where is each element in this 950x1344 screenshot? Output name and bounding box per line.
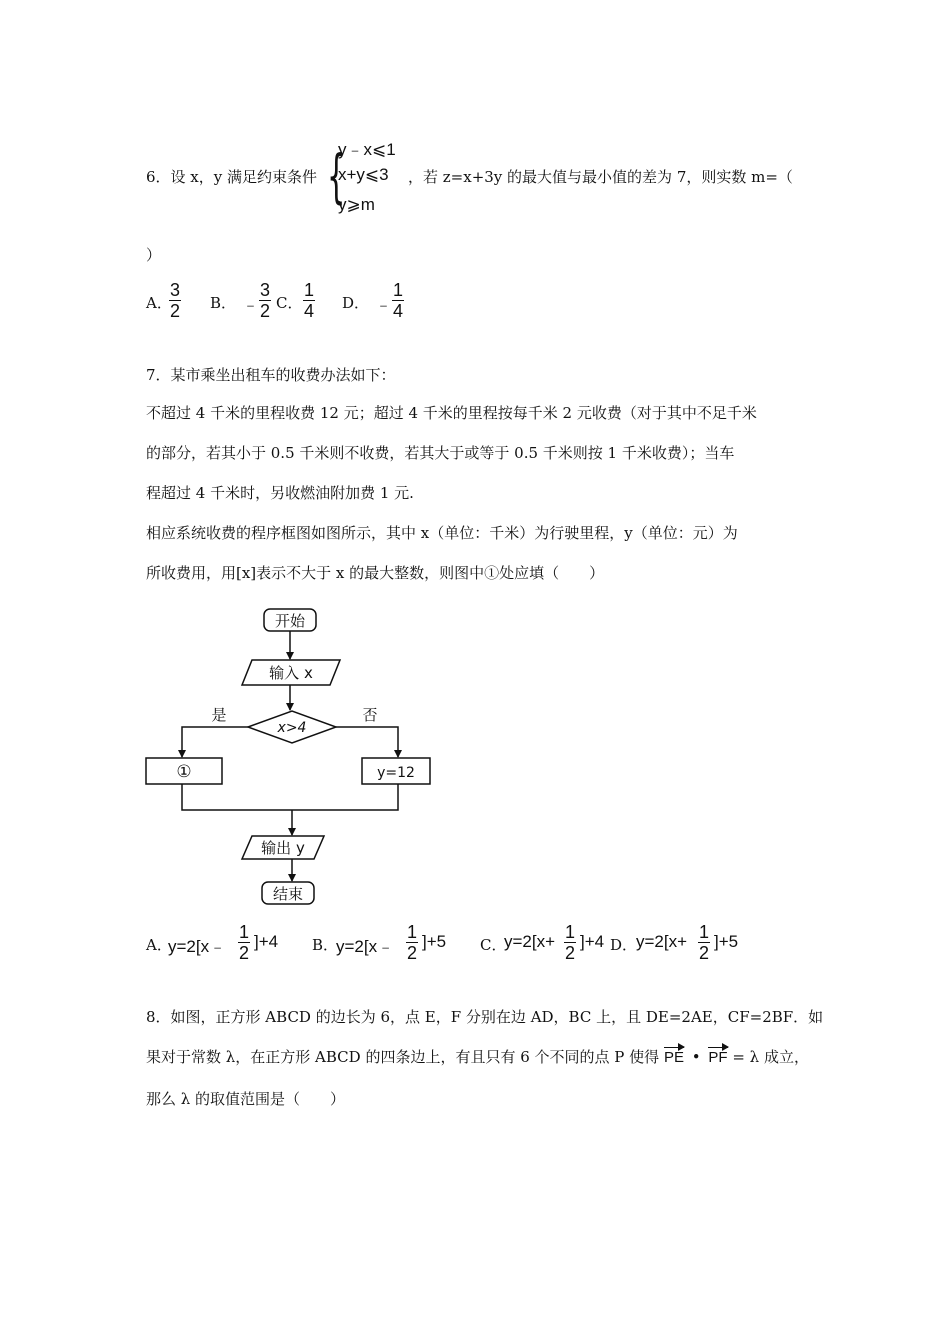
q6-option-c-num: 1 [304, 280, 315, 300]
q6-option-d-label: D． [342, 294, 370, 312]
q8-line-2-text: 果对于常数 λ，在正方形 ABCD 的四条边上，有且只有 6 个不同的点 P 使得 [146, 1048, 660, 1066]
q7-option-a-fraction [238, 922, 250, 963]
q7-option-d-fraction [698, 922, 710, 963]
q6-option-d-fraction [392, 280, 404, 321]
q8-dot: • [691, 1048, 701, 1066]
q7-option-a-pre: y=2[x﹣ [168, 937, 227, 956]
q6-close-paren: ） [146, 246, 162, 264]
flow-input-text: 输入 x [269, 664, 313, 682]
q8-vector-pf: PF [708, 1049, 728, 1066]
q7-line-5: 相应系统收费的程序框图如图所示，其中 x（单位：千米）为行驶里程，y（单位：元）为 [146, 524, 738, 542]
q7-options [146, 922, 786, 970]
q7-line-2: 不超过 4 千米的里程收费 12 元；超过 4 千米的里程按每千米 2 元收费（对于其中不足千米 [146, 404, 757, 422]
q6-option-c-den: 4 [304, 301, 315, 321]
q6-option-d-sign: ﹣ [375, 295, 392, 314]
q6-suffix: ，若 z=x+3y 的最大值与最小值的差为 7，则实数 m=（ [408, 168, 793, 186]
q6-option-a-label: A． [146, 294, 172, 312]
flow-box-2-text: y=12 [377, 765, 415, 781]
q8-line-2-post: = λ 成立， [732, 1048, 809, 1066]
q6-constraint-1: y﹣x⩽1 [338, 140, 396, 159]
q7-option-b-label: B． [312, 936, 339, 954]
q6-option-d-num: 1 [393, 280, 404, 300]
q6-option-b-label: B． [210, 294, 237, 312]
q7-option-c-fraction [564, 922, 576, 963]
q6-option-d-den: 4 [393, 301, 404, 321]
q7-option-a-post: ]+4 [254, 932, 279, 951]
flow-output-text: 输出 y [261, 839, 305, 857]
flow-box-1 [146, 758, 222, 784]
flow-start-node [264, 609, 316, 631]
q7-option-d-pre: y=2[x+ [636, 932, 688, 951]
q7-line-3: 的部分，若其小于 0.5 千米则不收费，若其大于或等于 0.5 千米则按 1 千米收费）；当车 [146, 444, 735, 462]
q8-line-1: 8．如图，正方形 ABCD 的边长为 6，点 E，F 分别在边 AD，BC 上，且 DE=2AE，CF=2BF．如 [146, 1008, 824, 1026]
q7-line-1: 7．某市乘坐出租车的收费办法如下： [146, 366, 396, 384]
q6-option-b-sign: ﹣ [242, 295, 259, 314]
q7-option-d-num: 1 [699, 922, 710, 942]
q7-option-c-num: 1 [565, 922, 576, 942]
q6-option-b-fraction [259, 280, 271, 321]
q8-vector-pe: PE [663, 1049, 684, 1066]
q7-option-c-den: 2 [565, 943, 576, 963]
q6-constraint-2: x+y⩽3 [338, 165, 389, 184]
flow-start-text: 开始 [274, 612, 306, 630]
q6-option-a-fraction [169, 280, 181, 321]
q6-option-c-fraction [303, 280, 315, 321]
q6-option-c-label: C． [276, 294, 303, 312]
q7-option-d-den: 2 [699, 943, 710, 963]
flow-end-node [262, 882, 314, 904]
flow-no-label: 否 [362, 706, 378, 724]
q7-option-b-fraction [406, 922, 418, 963]
q6-option-a-num: 3 [170, 280, 181, 300]
q7-line-6: 所收费用，用[x]表示不大于 x 的最大整数，则图中①处应填（ ） [146, 564, 605, 582]
q7-line-4: 程超过 4 千米时，另收燃油附加费 1 元. [146, 484, 414, 502]
q6-option-a-den: 2 [170, 301, 181, 321]
flow-box-1-text: ① [176, 762, 192, 782]
q7-option-b-pre: y=2[x﹣ [336, 937, 395, 956]
q7-option-d-post: ]+5 [714, 932, 739, 951]
q6-constraint-3: y⩾m [338, 195, 375, 214]
flow-output-node [242, 836, 324, 859]
q7-option-d-label: D． [610, 936, 638, 954]
q7-option-b-post: ]+5 [422, 932, 447, 951]
q6-option-b-num: 3 [260, 280, 271, 300]
q6-prefix: 6．设 x，y 满足约束条件 [146, 168, 318, 186]
flow-end-text: 结束 [272, 885, 304, 903]
q6-option-b-den: 2 [260, 301, 271, 321]
q7-option-c-post: ]+4 [580, 932, 605, 951]
q7-option-c-pre: y=2[x+ [504, 932, 556, 951]
flow-decision-node [248, 711, 336, 743]
flow-yes-label: 是 [211, 706, 227, 724]
q7-option-a-den: 2 [239, 943, 250, 963]
flow-decision-text: x>4 [277, 720, 307, 736]
q6-brace: { [327, 142, 346, 210]
q7-option-a-label: A． [146, 936, 172, 954]
q8-line-3: 那么 λ 的取值范围是（ ） [146, 1090, 346, 1108]
flow-input-node [242, 660, 340, 685]
q8-line-2 [146, 1046, 809, 1067]
q7-option-b-num: 1 [407, 922, 418, 942]
flow-box-2 [362, 758, 430, 784]
q7-option-c-label: C． [480, 936, 507, 954]
q7-option-a-num: 1 [239, 922, 250, 942]
q7-option-b-den: 2 [407, 943, 418, 963]
